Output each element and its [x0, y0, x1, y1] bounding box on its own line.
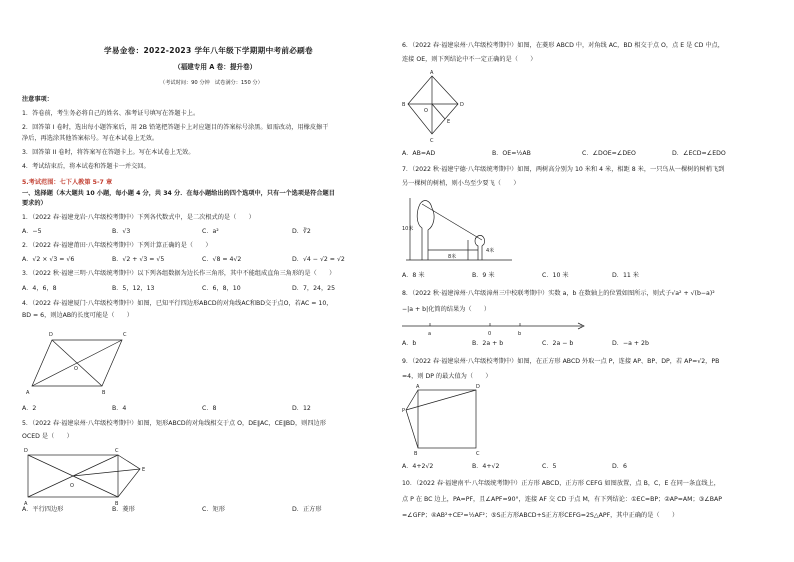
q2-option-b: B．√2 + √3 = √5 — [112, 256, 165, 263]
q8-option-c: C．2a − b — [542, 340, 574, 347]
q2-stem: 2．（2022 春·福建莆田·八年级校考期中）下列计算正确的是（ ） — [22, 242, 212, 249]
q7-stem-cont: 另一棵树的树梢，则小鸟至少要飞（ ） — [402, 180, 520, 187]
q3-stem: 3．（2022 秋·福建三明·八年级统考期中）以下列各组数据为边长作三角形，其中不能组成直角三角形的是（ ） — [22, 270, 336, 277]
q9-option-b: B．4+√2 — [472, 463, 500, 470]
q6-label-b: B — [402, 102, 406, 108]
q10-stem-cont: 点 P 在 BC 边上，PA=PF，且∠APF=90°，连接 AF 交 CD 于点 M，有下列结论：①EC=BP；②AP=AM；③∠BAP — [402, 496, 722, 503]
q5-stem-cont: OCED 是（ ） — [22, 433, 73, 440]
q8-label-b: b — [518, 331, 522, 337]
q3-option-b: B．5，12，13 — [112, 285, 155, 292]
note-1: 1．答卷前，考生务必将自己的姓名、准考证号填写在答题卡上。 — [22, 110, 200, 117]
q9-label-d: D — [476, 384, 480, 390]
q4-option-a: A．2 — [22, 405, 37, 412]
q2-option-a: A．√2 × √3 = √6 — [22, 256, 75, 263]
q9-square-figure — [402, 384, 492, 456]
note-2-cont: 净后，再选涂其他答案标号。写在本试卷上无效。 — [22, 135, 159, 142]
q5-label-a: A — [24, 501, 28, 507]
q8-label-0: 0 — [488, 331, 492, 337]
q5-option-d: D．正方形 — [292, 506, 322, 513]
exam-title: 学易金卷：2022-2023 学年八年级下学期期中考前必刷卷 — [104, 46, 313, 55]
q5-stem: 5．（2022 春·福建泉州·八年级校考期中）如图，矩形ABCD的对角线相交于点 O，DE∥AC，CE∥BD，则四边形 — [22, 420, 326, 427]
q8-option-d: D．−a + 2b — [612, 340, 649, 347]
q7-option-a: A．8 米 — [402, 272, 425, 279]
q5-label-e: E — [142, 467, 146, 473]
q7-option-c: C．10 米 — [542, 272, 569, 279]
q9-option-a: A．4+2√2 — [402, 463, 434, 470]
q2-option-c: C．√8 = 4√2 — [202, 256, 242, 263]
q6-label-o: O — [424, 108, 428, 114]
q7-option-d: D．11 米 — [612, 272, 639, 279]
q10-stem-cont-2: =∠GFP；④AB²+CE²=½AF²；⑤S正方形ABCD+S正方形CEFG=2S△APF，其中正确的是（ ） — [402, 512, 679, 519]
note-4: 4．考试结束后，将本试卷和答题卡一并交回。 — [22, 163, 150, 170]
q4-label-a: A — [26, 390, 30, 396]
q4-option-d: D．12 — [292, 405, 311, 412]
q5-label-b: B — [115, 501, 119, 507]
q9-stem-cont: =4，则 DP 的最大值为（ ） — [402, 373, 492, 380]
q9-label-a: A — [416, 384, 420, 390]
q7-label-8m: 8米 — [448, 254, 457, 260]
q4-label-b: B — [102, 390, 106, 396]
exam-subtitle: （福建专用 A 卷：提升卷） — [174, 63, 257, 71]
exam-info: （考试时间：90 分钟 试卷满分：150 分） — [160, 80, 263, 86]
q1-option-b: B．√3 — [112, 228, 131, 235]
q7-trees-figure — [402, 194, 522, 266]
q6-label-e: E — [447, 119, 451, 125]
q5-label-d: D — [24, 448, 28, 454]
q4-stem: 4．（2022 春·福建厦门·八年级校考期中）如图，已知平行四边形ABCD的对角线AC和BD交于点O，若AC = 10， — [22, 300, 333, 307]
q8-number-line — [402, 318, 592, 336]
q6-label-c: C — [430, 138, 434, 144]
q6-stem-cont: 连接 OE，则下列结论中不一定正确的是（ ） — [402, 56, 537, 63]
q3-option-c: C．6，8，10 — [202, 285, 241, 292]
section-1-heading-cont: 要求的） — [22, 200, 47, 207]
q7-option-b: B．9 米 — [472, 272, 495, 279]
q1-option-a: A．−5 — [22, 228, 42, 235]
q8-option-a: A．b — [402, 340, 417, 347]
q5-label-o: O — [70, 483, 74, 489]
q6-rhombus-figure — [402, 72, 472, 144]
q10-stem: 10．（2022 春·福建南平·八年级统考期中）正方形 ABCD，正方形 CEFG 如图放置，点 B，C，E 在同一条直线上， — [402, 480, 720, 487]
q8-stem: 8．（2022 秋·福建漳州·八年级漳州三中校联考期中）实数 a，b 在数轴上的位置如图所示，则式子√a² + √(b−a)² — [402, 290, 715, 297]
q9-label-c: C — [476, 451, 480, 457]
q6-label-a: A — [430, 70, 434, 76]
notes-heading: 注意事项： — [22, 96, 53, 103]
q8-stem-cont: −|a + b|化简的结果为（ ） — [402, 306, 491, 313]
q4-option-c: C．8 — [202, 405, 217, 412]
q2-option-d: D．√4 − √2 = √2 — [292, 256, 345, 263]
q4-stem-cont: BD = 6，则边AB的长度可能是（ ） — [22, 312, 133, 319]
q8-label-a: a — [428, 331, 432, 337]
note-2: 2．回答第 I 卷时，选出每小题答案后，用 2B 铅笔把答题卡上对应题目的答案标号涂黑。如需改动，用橡皮擦干 — [22, 124, 329, 131]
q6-stem: 6．（2022 春·福建泉州·八年级校考期中）如图，在菱形 ABCD 中，对角线 AC，BD 相交于点 O，点 E 是 CD 中点， — [402, 42, 724, 49]
q3-option-d: D．7，24，25 — [292, 285, 336, 292]
q4-label-o: O — [74, 366, 78, 372]
q8-option-b: B．2a + b — [472, 340, 504, 347]
q9-option-d: D．6 — [612, 463, 627, 470]
q6-option-a: A．AB=AD — [402, 150, 436, 157]
q4-label-d: D — [49, 332, 53, 338]
q4-parallelogram-figure — [22, 326, 132, 398]
q6-option-b: B．OE=½AB — [492, 150, 531, 157]
q9-label-b: B — [414, 451, 418, 457]
q5-option-b: B．菱形 — [112, 506, 135, 513]
q6-option-d: D．∠ECD=∠EDO — [672, 150, 726, 157]
q7-stem: 7．（2022 秋·福建宁德·八年级统考期中）如图，两树高分别为 10 米和 4 米，相距 8 米，一只鸟从一棵树的树梢飞到 — [402, 166, 725, 173]
q1-option-c: C．a² — [202, 228, 219, 235]
section-1-heading: 一、选择题（本大题共 10 小题，每小题 4 分，共 34 分．在每小题给出的四个选项中，只有一个选项是符合题目 — [22, 190, 335, 197]
q5-option-c: C．矩形 — [202, 506, 225, 513]
q4-label-c: C — [123, 332, 127, 338]
q5-rectangle-figure — [22, 447, 152, 505]
q9-stem: 9．（2022 春·福建泉州·八年级校考期中）如图，在正方形 ABCD 外取一点 P，连接 AP、BP、DP，若 AP=√2，PB — [402, 358, 720, 365]
q6-label-d: D — [460, 102, 464, 108]
q1-stem: 1．（2022 春·福建龙岩·八年级校考期中）下列各代数式中，是二次根式的是（ ） — [22, 214, 255, 221]
q3-option-a: A．4，6，8 — [22, 285, 57, 292]
q9-option-c: C．5 — [542, 463, 557, 470]
q6-option-c: C．∠DOE=∠DEO — [582, 150, 636, 157]
q5-option-a: A．平行四边形 — [22, 506, 64, 513]
q7-label-4m: 4米 — [486, 248, 495, 254]
exam-scope: 5.考试范围：七下人教第 5-7 章 — [22, 179, 113, 186]
q1-option-d: D．∛2 — [292, 228, 311, 235]
note-3: 3．回答第 II 卷时，将答案写在答题卡上。写在本试卷上无效。 — [22, 149, 195, 156]
q9-label-p: P — [402, 408, 406, 414]
q4-option-b: B．4 — [112, 405, 127, 412]
q7-label-10m: 10米 — [402, 226, 414, 232]
q5-label-c: C — [115, 448, 119, 454]
